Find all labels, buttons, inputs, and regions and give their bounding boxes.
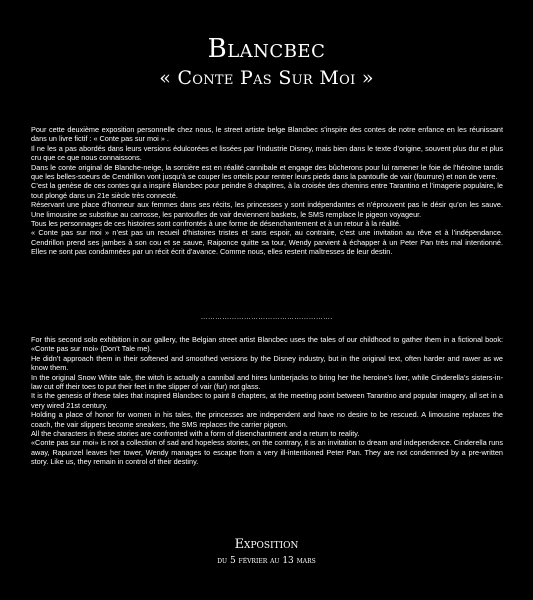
english-paragraph: He didn’t approach them in their softened and smoothed versions by the Disney industry, but in the original text, often harder and rawer as we know them. bbox=[31, 353, 503, 373]
english-paragraph: For this second solo exhibition in our gallery, the Belgian street artist Blancbec uses the tales of our childhood to gather them in a fictional book: «Conte pas sur moi» (Don’t Tale me). bbox=[31, 335, 503, 354]
french-paragraph: Tous les personnages de ces histoires sont confrontés à une forme de désenchantement et à un retour à la réalité. bbox=[31, 219, 401, 229]
exhibition-heading: Exposition bbox=[234, 537, 299, 552]
english-paragraph: Holding a place of honor for women in his tales, the princesses are independent and have no desire to be rescued. A limousine replaces the coach, the vair slippers become sneakers, the SMS replaces the carrier pigeon. bbox=[31, 410, 503, 429]
english-paragraph: All the characters in these stories are confronted with a form of disenchantment and a return to reality. bbox=[31, 429, 360, 439]
english-paragraph: In the original Snow White tale, the witch is actually a cannibal and hires lumberjacks to bring her the heroine’s liver, while Cinderella’s sisters-in-law cut off their toes to put their feet in the slipper of vair (fur) not glass. bbox=[31, 372, 503, 392]
french-paragraph: Réservant une place d’honneur aux femmes dans ses récits, les princesses y sont indépendantes et n’éprouvent pas le désir qu’on les sauve. Une limousine se substitue au carrosse, les pantoufles de vair deviennent baskets, le SMS remplace le pigeon voyageur. bbox=[31, 200, 503, 219]
exhibition-dates: du 5 février au 13 mars bbox=[217, 556, 316, 566]
section-divider: ………………………………………………. bbox=[200, 314, 333, 321]
english-text-block bbox=[31, 335, 503, 467]
page-title: Blancbec bbox=[207, 34, 326, 64]
french-text-block bbox=[31, 125, 503, 257]
french-paragraph: C’est la genèse de ces contes qui a inspiré Blancbec pour peindre 8 chapitres, à la croisée des chemins entre Tarantino et l’imagerie populaire, le tout plongé dans un 21e siècle très connecté. bbox=[31, 181, 503, 200]
french-paragraph: Pour cette deuxième exposition personnelle chez nous, le street artiste belge Blancbec s’inspire des contes de notre enfance en les réunissant dans un livre fictif : « Conte pas sur moi » . bbox=[31, 125, 503, 144]
english-paragraph: It is the genesis of these tales that inspired Blancbec to paint 8 chapters, at the meeting point between Tarantino and popular imagery, all set in a very wired 21st century. bbox=[31, 391, 503, 410]
page-subtitle: « Conte Pas Sur Moi » bbox=[159, 67, 374, 89]
english-paragraph: «Conte pas sur moi» is not a collection of sad and hopeless stories, on the contrary, it is an invitation to dream and independence. Cinderella runs away, Rapunzel leaves her tower, Wendy manages to escape from a very ill-intentioned Peter Pan. They are not condemned by a pre-written story. Like us, they remain in control of their destiny. bbox=[31, 438, 503, 467]
french-paragraph: Il ne les a pas abordés dans leurs versions édulcorées et lissées par l’industrie Disney, mais bien dans le texte d’origine, souvent plus dur et plus cru que ce que nous connaissons. bbox=[31, 143, 503, 163]
french-paragraph: Dans le conte original de Blanche-neige, la sorcière est en réalité cannibale et engage des bûcherons pour lui ramener le foie de l’héroïne tandis que les belles-soeurs de Cendrillon vont jusqu’à se couper les orteils pour rentrer leurs pieds dans la pantoufle de vair (fourrure) et non de verre. bbox=[31, 162, 503, 182]
french-paragraph: « Conte pas sur moi » n’est pas un recueil d’histoires tristes et sans espoir, au contraire, c’est une invitation au rêve et à l’indépendance. Cendrillon prend ses jambes à son cou et se sauve, Raiponce quitte sa tour, Wendy parvient à échapper à un Peter Pan très mal intentionné. Elles ne sont pas condamnées par un récit écrit d’avance. Comme nous, elles restent maîtresses de leur destin. bbox=[31, 228, 503, 257]
